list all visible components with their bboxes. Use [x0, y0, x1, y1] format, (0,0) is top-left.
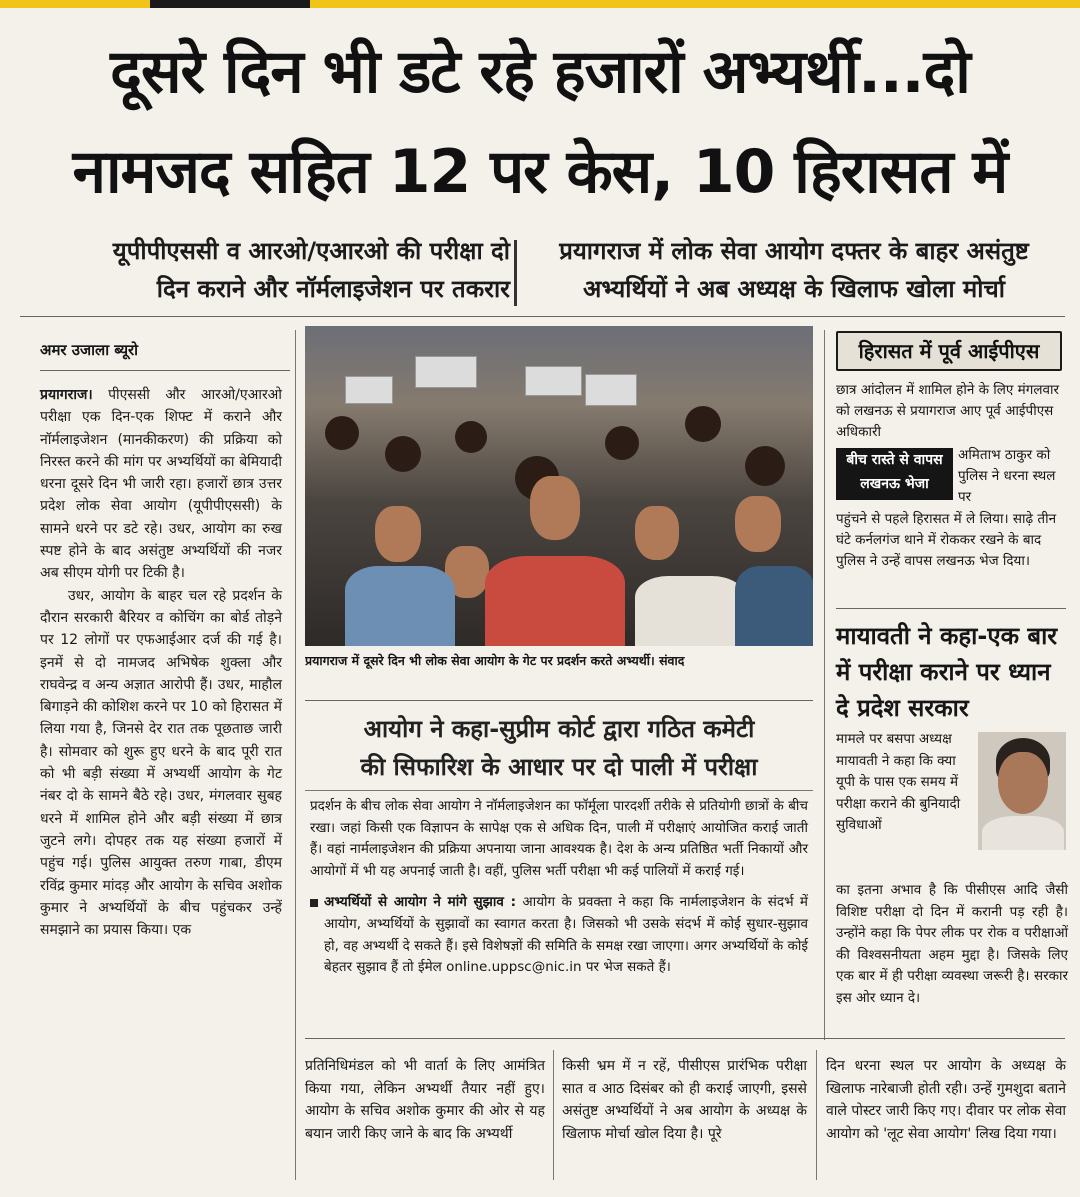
- bottom-column-2: किसी भ्रम में न रहें, पीसीएस प्रारंभिक परीक्षा सात व आठ दिसंबर को ही कराई जाएगी, इससे असंतुष्ट अभ्यर्थियों ने अब आयोग के अध्यक्ष के खिलाफ मोर्चा खोल दिया है। पूरे: [562, 1058, 807, 1142]
- box-top-rule: [305, 700, 813, 701]
- box-bullet: [310, 892, 808, 978]
- placard: [345, 376, 393, 404]
- bottom-rule-1: [553, 1050, 554, 1180]
- main-story-column: [40, 384, 282, 941]
- crowd-head: [605, 426, 639, 460]
- box-text: [310, 796, 808, 979]
- box-title-line-1: आयोग ने कहा-सुप्रीम कोर्ट द्वारा गठित कमेटी: [363, 715, 755, 743]
- column-rule-2: [824, 330, 825, 1040]
- box-title-rule: [305, 790, 813, 791]
- header-divider: [20, 316, 1065, 317]
- box-title-line-2: की सिफारिश के आधार पर दो पाली में परीक्षा: [360, 753, 758, 781]
- headline-line-2: नामजद सहित 12 पर केस, 10 हिरासत में: [72, 137, 1008, 207]
- bullet-square-icon: [310, 899, 318, 907]
- subheadline-left: [40, 232, 510, 308]
- box-title: [305, 710, 813, 786]
- main-story-paragraph-2: उधर, आयोग के बाहर चल रहे प्रदर्शन के दौरान सरकारी बैरियर व कोचिंग का बोर्ड तोड़ने पर 12 लोगों पर एफआईआर दर्ज की गई है। इनमें से दो नामजद अभिषेक शुक्ला और राघवेन्द्र व अन्य अज्ञात आरोपी हैं। उधर, माहौल बिगाड़ने की कोशिश करने पर 10 को हिरासत में लिया गया है, जिनसे देर रात तक पूछताछ जारी है। सोमवार को शुरू हुए धरने के बाद पूरी रात को भी बड़ी संख्या में अभ्यर्थी आयोग के गेट नंबर दो के सामने बैठे रहे। उधर, मंगलवार सुबह धरने में शामिल होने और बड़ी संख्या में छात्र जुटने लगे। दोपहर तक यह संख्या हजारों में पहुंच गई। पुलिस आयुक्त तरुण गाबा, डीएम रविंद्र कुमार मांदड़ और आयोग के सचिव अशोक कुमार ने अभ्यर्थियों के बीच पहुंचकर उन्हें समझाने का प्रयास किया। एक: [40, 587, 282, 939]
- bottom-divider: [305, 1038, 1065, 1039]
- badge-line-1: बीच रास्ते से वापस: [846, 452, 943, 468]
- sidebar-rule: [836, 608, 1066, 609]
- sidebar-ips-badge: [836, 448, 953, 500]
- headline-line-1: दूसरे दिन भी डटे रहे हजारों अभ्यर्थी...दो: [110, 37, 970, 107]
- subheadline-separator: [514, 240, 517, 306]
- crowd-head: [685, 406, 721, 442]
- protest-photo: [305, 326, 813, 646]
- crowd-shirt: [345, 566, 455, 646]
- bottom-column-3: दिन धरना स्थल पर आयोग के अध्यक्ष के खिलाफ नारेबाजी होती रही। उन्हें गुमशुदा बताने वाले पोस्टर जारी किए गए। दीवार पर लोक सेवा आयोग को 'लूट सेवा आयोग' लिख दिया गया।: [826, 1058, 1066, 1142]
- portrait-cloth: [982, 816, 1064, 850]
- placard: [585, 374, 637, 406]
- main-story-text-1: पीएससी और आरओ/एआरओ परीक्षा एक दिन-एक शिफ्ट में कराने और नॉर्मलाइजेशन (मानकीकरण) की प्रक्रिया को निरस्त करने की मांग पर अभ्यर्थियों का बेमियादी धरना दूसरे दिन भी जारी रहा। हजारों छात्र उत्तर प्रदेश लोक सेवा आयोग (यूपीपीएससी) के सामने धरने पर डटे रहे। उधर, आयोग का रुख स्पष्ट होने के बाद असंतुष्ट अभ्यर्थियों की नजर अब सीएम योगी पर टिकी है।: [40, 387, 282, 582]
- sidebar-mayawati-head: मायावती ने कहा-एक बार में परीक्षा कराने पर ध्यान दे प्रदेश सरकार: [836, 622, 1058, 722]
- crowd-face: [735, 496, 781, 552]
- crowd-shirt: [485, 556, 625, 646]
- bottom-column-1: प्रतिनिधिमंडल को भी वार्ता के लिए आमंत्रित किया गया, लेकिन अभ्यर्थी तैयार नहीं हुए। आयोग के सचिव अशोक कुमार की ओर से यह बयान जारी किए जाने के बाद कि अभ्यर्थी: [305, 1058, 545, 1142]
- subheadline-right: [524, 232, 1064, 308]
- crowd-shirt: [635, 576, 745, 646]
- subheadline-right-line-1: प्रयागराज में लोक सेवा आयोग दफ्तर के बाहर असंतुष्ट: [559, 237, 1029, 265]
- box-paragraph: प्रदर्शन के बीच लोक सेवा आयोग ने नॉर्मलाइजेशन का फॉर्मूला पारदर्शी तरीके से प्रतियोगी छात्रों के बीच रखा। जहां किसी एक विज्ञापन के सापेक्ष एक से अधिक दिन, पाली में परीक्षाएं आयोजित कराई जाती हैं। वहां नार्मलाइजेशन की प्रक्रिया अपनाया जाना आवश्यक है। देश के अन्य प्रतिष्ठित भर्ती निकायों और आयोगों में भी यह अपनाई जाती है। वहीं, पुलिस भर्ती परीक्षा भी कई पालियों में कराई गई।: [310, 798, 808, 879]
- portrait-face: [998, 752, 1048, 814]
- subheadline-left-line-1: यूपीपीएससी व आरओ/एआरओ की परीक्षा दो: [112, 237, 510, 265]
- placard: [525, 366, 582, 396]
- crowd-face: [375, 506, 421, 562]
- photo-caption: प्रयागराज में दूसरे दिन भी लोक सेवा आयोग के गेट पर प्रदर्शन करते अभ्यर्थी। संवाद: [305, 653, 685, 668]
- byline: अमर उजाला ब्यूरो: [40, 341, 139, 359]
- subheadline-right-line-2: अभ्यर्थियों ने अब अध्यक्ष के खिलाफ खोला मोर्चा: [583, 275, 1005, 303]
- mayawati-photo: [978, 732, 1066, 850]
- sidebar-ips-text-2: अमिताभ ठाकुर को पुलिस ने धरना स्थल पर: [958, 447, 1056, 505]
- headline: [20, 22, 1060, 222]
- sidebar-ips-text-1: छात्र आंदोलन में शामिल होने के लिए मंगलवार को लखनऊ से प्रयागराज आए पूर्व आईपीएस अधिकारी: [836, 382, 1060, 440]
- top-color-bar-segment: [150, 0, 310, 8]
- column-rule-1: [295, 330, 296, 1180]
- top-color-bar: [0, 0, 1080, 8]
- subheadline-left-line-2: दिन कराने और नॉर्मलाइजेशन पर तकरार: [156, 275, 510, 303]
- crowd-head: [745, 446, 785, 486]
- dateline: प्रयागराज।: [40, 387, 93, 403]
- sidebar-ips-head: हिरासत में पूर्व आईपीएस: [836, 331, 1062, 371]
- crowd-head: [325, 416, 359, 450]
- crowd-face: [530, 476, 580, 540]
- crowd-head: [385, 436, 421, 472]
- crowd-head: [455, 421, 487, 453]
- byline-rule: [40, 370, 290, 371]
- crowd-face: [635, 506, 679, 560]
- box-bullet-text: आयोग के प्रवक्ता ने कहा कि नार्मलाइजेशन के संदर्भ में आयोग, अभ्यर्थियों के सुझावों का स्वागत करता है। जिसको भी उसके संदर्भ में कोई सुधार-सुझाव हो, वह अभ्यर्थी दे सकते हैं। इसे विशेषज्ञों की समिति के समक्ष रखा जाएगा। अगर अभ्यर्थियों के कोई बेहतर सुझाव हैं तो ईमेल online.uppsc@nic.in पर भेज सकते हैं।: [324, 894, 809, 976]
- main-story-paragraph-1: [40, 384, 282, 585]
- box-bullet-lead: अभ्यर्थियों से आयोग ने मांगे सुझाव :: [324, 894, 517, 911]
- sidebar-mayawati-text-1: मामले पर बसपा अध्यक्ष मायावती ने कहा कि क्या यूपी के पास एक समय में परीक्षा कराने की बुनियादी सुविधाओं: [836, 731, 961, 834]
- sidebar-ips-text-3: पहुंचने से पहले हिरासत में ले लिया। साढ़े तीन घंटे कर्नलगंज थाने में रोककर रखने के बाद पुलिस ने उन्हें वापस लखनऊ भेज दिया।: [836, 511, 1057, 569]
- bottom-rule-2: [816, 1050, 817, 1180]
- placard: [415, 356, 477, 388]
- badge-line-2: लखनऊ भेजा: [860, 476, 929, 492]
- crowd-shirt: [735, 566, 813, 646]
- sidebar-mayawati-text-2: का इतना अभाव है कि पीसीएस आदि जैसी विशिष्ट परीक्षा दो दिन में करानी पड़ रही है। उन्होंने कहा कि पेपर लीक पर रोक व परीक्षाओं की विश्वसनीयता अहम मुद्दा है। जिसके लिए एक बार में ही परीक्षा व्यवस्था जरूरी है। सरकार इस ओर ध्यान दे।: [836, 882, 1068, 1006]
